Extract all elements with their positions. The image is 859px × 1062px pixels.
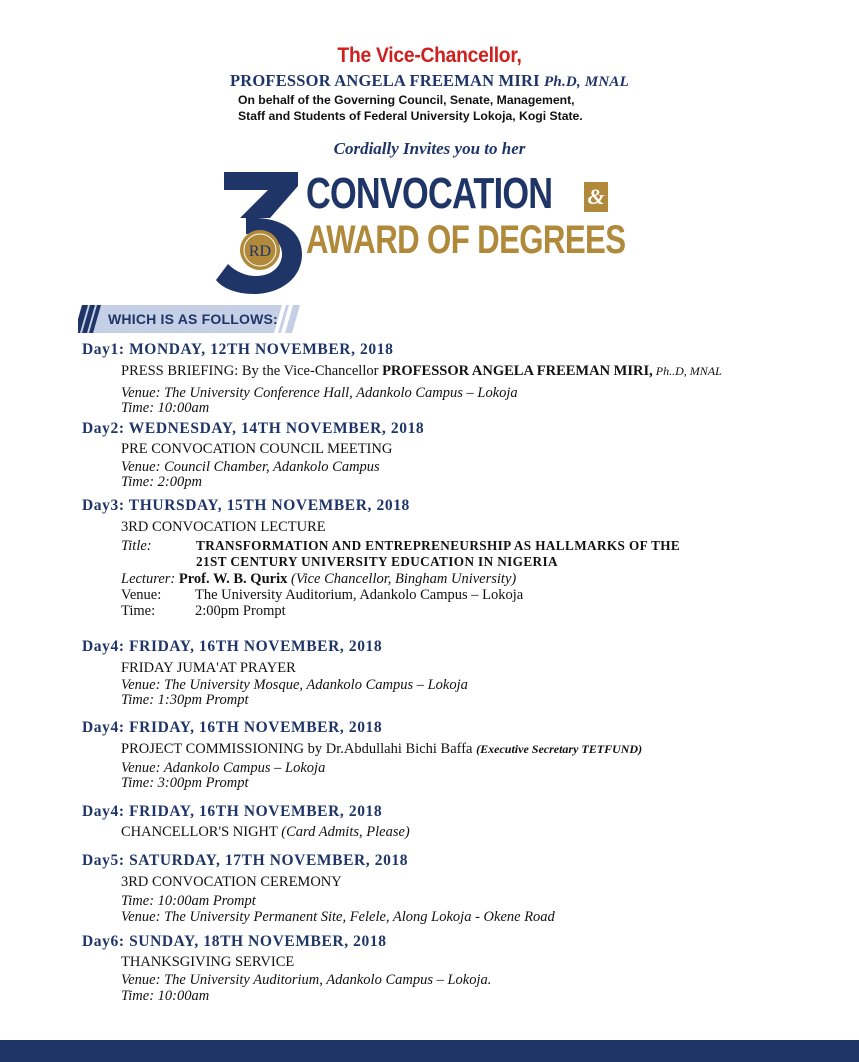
event-venue <box>121 587 523 603</box>
event-title: FRIDAY JUMA'AT PRAYER <box>121 660 296 676</box>
vc-name-text: PROFESSOR ANGELA FREEMAN MIRI <box>230 71 540 90</box>
event-time: Time: 1:30pm Prompt <box>121 692 249 708</box>
time-value: 2:00pm Prompt <box>195 603 286 619</box>
event-venue: Venue: The University Mosque, Adankolo Campus – Lokoja <box>121 677 468 693</box>
venue-value: The University Auditorium, Adankolo Campus – Lokoja <box>195 587 524 603</box>
day-heading: Day4: FRIDAY, 16TH NOVEMBER, 2018 <box>82 719 383 736</box>
vc-title: The Vice-Chancellor, <box>337 44 522 67</box>
event-credentials: Ph..D, MNAL <box>652 364 722 378</box>
event-title: PRE CONVOCATION COUNCIL MEETING <box>121 441 393 457</box>
behalf-text <box>238 92 698 124</box>
day-heading: Day6: SUNDAY, 18TH NOVEMBER, 2018 <box>82 933 387 950</box>
event-venue: Venue: The University Conference Hall, Adankolo Campus – Lokoja <box>121 385 518 401</box>
event-time: Time: 2:00pm <box>121 474 202 490</box>
event-title: THANKSGIVING SERVICE <box>121 954 295 970</box>
lecturer-line <box>121 571 516 587</box>
event-title <box>121 824 410 841</box>
behalf-line-1: On behalf of the Governing Council, Senate, Management, <box>238 93 575 107</box>
event-venue: Venue: Council Chamber, Adankolo Campus <box>121 459 380 475</box>
event-person: PROFESSOR ANGELA FREEMAN MIRI, <box>382 363 653 379</box>
event-role: (Executive Secretary TETFUND) <box>476 742 643 756</box>
lecture-title-label: Title: <box>121 538 152 554</box>
lecture-title-line-1: TRANSFORMATION AND ENTREPRENEURSHIP AS HALLMARKS OF THE <box>196 538 681 553</box>
logo-award-text: AWARD OF DEGREES <box>306 218 626 262</box>
event-title: 3RD CONVOCATION CEREMONY <box>121 874 342 890</box>
day-heading: Day3: THURSDAY, 15TH NOVEMBER, 2018 <box>82 497 410 514</box>
lecturer-name: Prof. W. B. Qurix <box>178 571 288 587</box>
event-text: PROJECT COMMISSIONING by Dr.Abdullahi Bichi Baffa <box>121 741 477 757</box>
event-text: CHANCELLOR'S NIGHT <box>121 824 282 840</box>
logo-ampersand: & <box>584 182 608 212</box>
lecture-title-line-2: 21ST CENTURY UNIVERSITY EDUCATION IN NIGERIA <box>196 554 558 569</box>
day-heading: Day5: SATURDAY, 17TH NOVEMBER, 2018 <box>82 852 409 869</box>
day-heading: Day1: MONDAY, 12TH NOVEMBER, 2018 <box>82 341 394 358</box>
event-time: Time: 10:00am <box>121 988 210 1004</box>
event-note: (Card Admits, Please) <box>281 824 410 840</box>
logo-ordinal: RD <box>248 243 272 260</box>
lecturer-role: (Vice Chancellor, Bingham University) <box>287 571 517 587</box>
event-venue: Venue: Adankolo Campus – Lokoja <box>121 760 326 776</box>
event-time: Time: 10:00am <box>121 400 210 416</box>
section-banner-label: WHICH IS AS FOLLOWS: <box>108 311 278 327</box>
vc-credentials: Ph.D, MNAL <box>544 74 629 90</box>
day-heading: Day2: WEDNESDAY, 14TH NOVEMBER, 2018 <box>82 420 425 437</box>
day-heading: Day4: FRIDAY, 16TH NOVEMBER, 2018 <box>82 638 383 655</box>
event-title <box>121 363 722 380</box>
event-time: Time: 10:00am Prompt <box>121 893 256 909</box>
event-time: Time: 3:00pm Prompt <box>121 775 249 791</box>
time-label: Time: <box>121 603 156 619</box>
event-title: 3RD CONVOCATION LECTURE <box>121 519 326 535</box>
invitation-line: Cordially Invites you to her <box>333 139 526 158</box>
logo-convocation-text: CONVOCATION <box>306 169 553 218</box>
event-title <box>121 741 642 758</box>
venue-label: Venue: <box>121 587 162 603</box>
day-heading: Day4: FRIDAY, 16TH NOVEMBER, 2018 <box>82 803 383 820</box>
event-time <box>121 603 286 619</box>
third-convocation-logo <box>210 168 310 296</box>
footer-bar <box>0 1040 859 1062</box>
lecturer-label: Lecturer: <box>121 571 176 587</box>
event-text: PRESS BRIEFING: By the Vice-Chancellor <box>121 363 383 379</box>
event-venue: Venue: The University Permanent Site, Felele, Along Lokoja - Okene Road <box>121 909 555 925</box>
event-venue: Venue: The University Auditorium, Adankolo Campus – Lokoja. <box>121 972 492 988</box>
vc-name <box>0 71 859 91</box>
lecture-title <box>196 538 786 570</box>
behalf-line-2: Staff and Students of Federal University Lokoja, Kogi State. <box>238 109 583 123</box>
